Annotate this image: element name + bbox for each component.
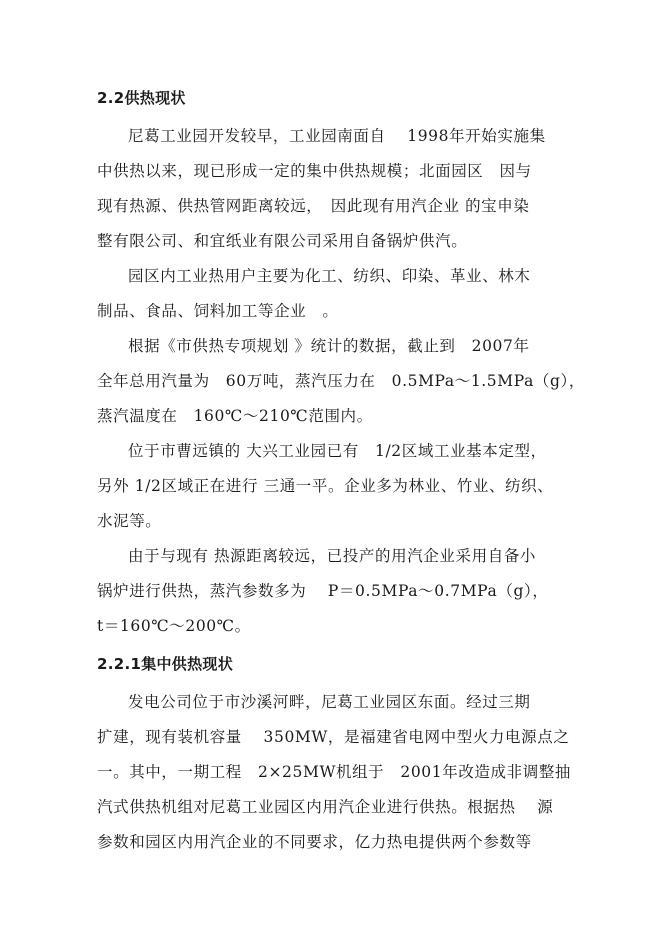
section-heading-2-2: 2.2供热现状 [97,89,186,107]
paragraph-line: 根据《市供热专项规划 》统计的数据，截止到 2007年 [128,337,530,355]
paragraph-line: 水泥等。 [97,512,162,530]
paragraph-line: 一。其中，一期工程 2×25MW机组于 2001年改造成非调整抽 [97,763,572,781]
paragraph-line: 中供热以来，现已形成一定的集中供热规模；北面园区 因与 [97,162,532,180]
paragraph-line: t＝160℃～200℃。 [97,617,251,635]
paragraph-line: 扩建，现有装机容量 350MW，是福建省电网中型火力电源点之 [97,728,570,746]
paragraph-line: 整有限公司、和宜纸业有限公司采用自备锅炉供汽。 [97,232,468,250]
paragraph-line: 制品、食品、饲料加工等企业 。 [97,302,339,320]
paragraph-line: 参数和园区内用汽企业的不同要求，亿力热电提供两个参数等 [97,833,532,851]
section-heading-2-2-1: 2.2.1集中供热现状 [97,655,234,673]
paragraph-line: 汽式供热机组对尼葛工业园区内用汽企业进行供热。根据热 源 [97,798,554,816]
paragraph-line: 另外 1/2区域正在进行 三通一平。企业多为林业、竹业、纺织、 [97,477,554,495]
paragraph-line: 现有热源、供热管网距离较远， 因此现有用汽企业 的宝申染 [97,197,530,215]
paragraph-line: 全年总用汽量为 60万吨，蒸汽压力在 0.5MPa～1.5MPa（g）， [97,372,585,390]
paragraph-line: 位于市曹远镇的 大兴工业园已有 1/2区域工业基本定型， [128,442,547,460]
paragraph-line: 尼葛工业园开发较早，工业园南面自 1998年开始实施集 [128,127,546,145]
paragraph-line: 由于与现有 热源距离较远，已投产的用汽企业采用自备小 [128,547,537,565]
paragraph-line: 锅炉进行供热，蒸汽参数多为 P＝0.5MPa～0.7MPa（g）， [97,582,549,600]
paragraph-line: 发电公司位于市沙溪河畔，尼葛工业园区东面。经过三期 [128,693,531,711]
paragraph-line: 蒸汽温度在 160℃～210℃范围内。 [97,407,373,425]
paragraph-line: 园区内工业热用户主要为化工、纺织、印染、革业、林木 [128,267,531,285]
